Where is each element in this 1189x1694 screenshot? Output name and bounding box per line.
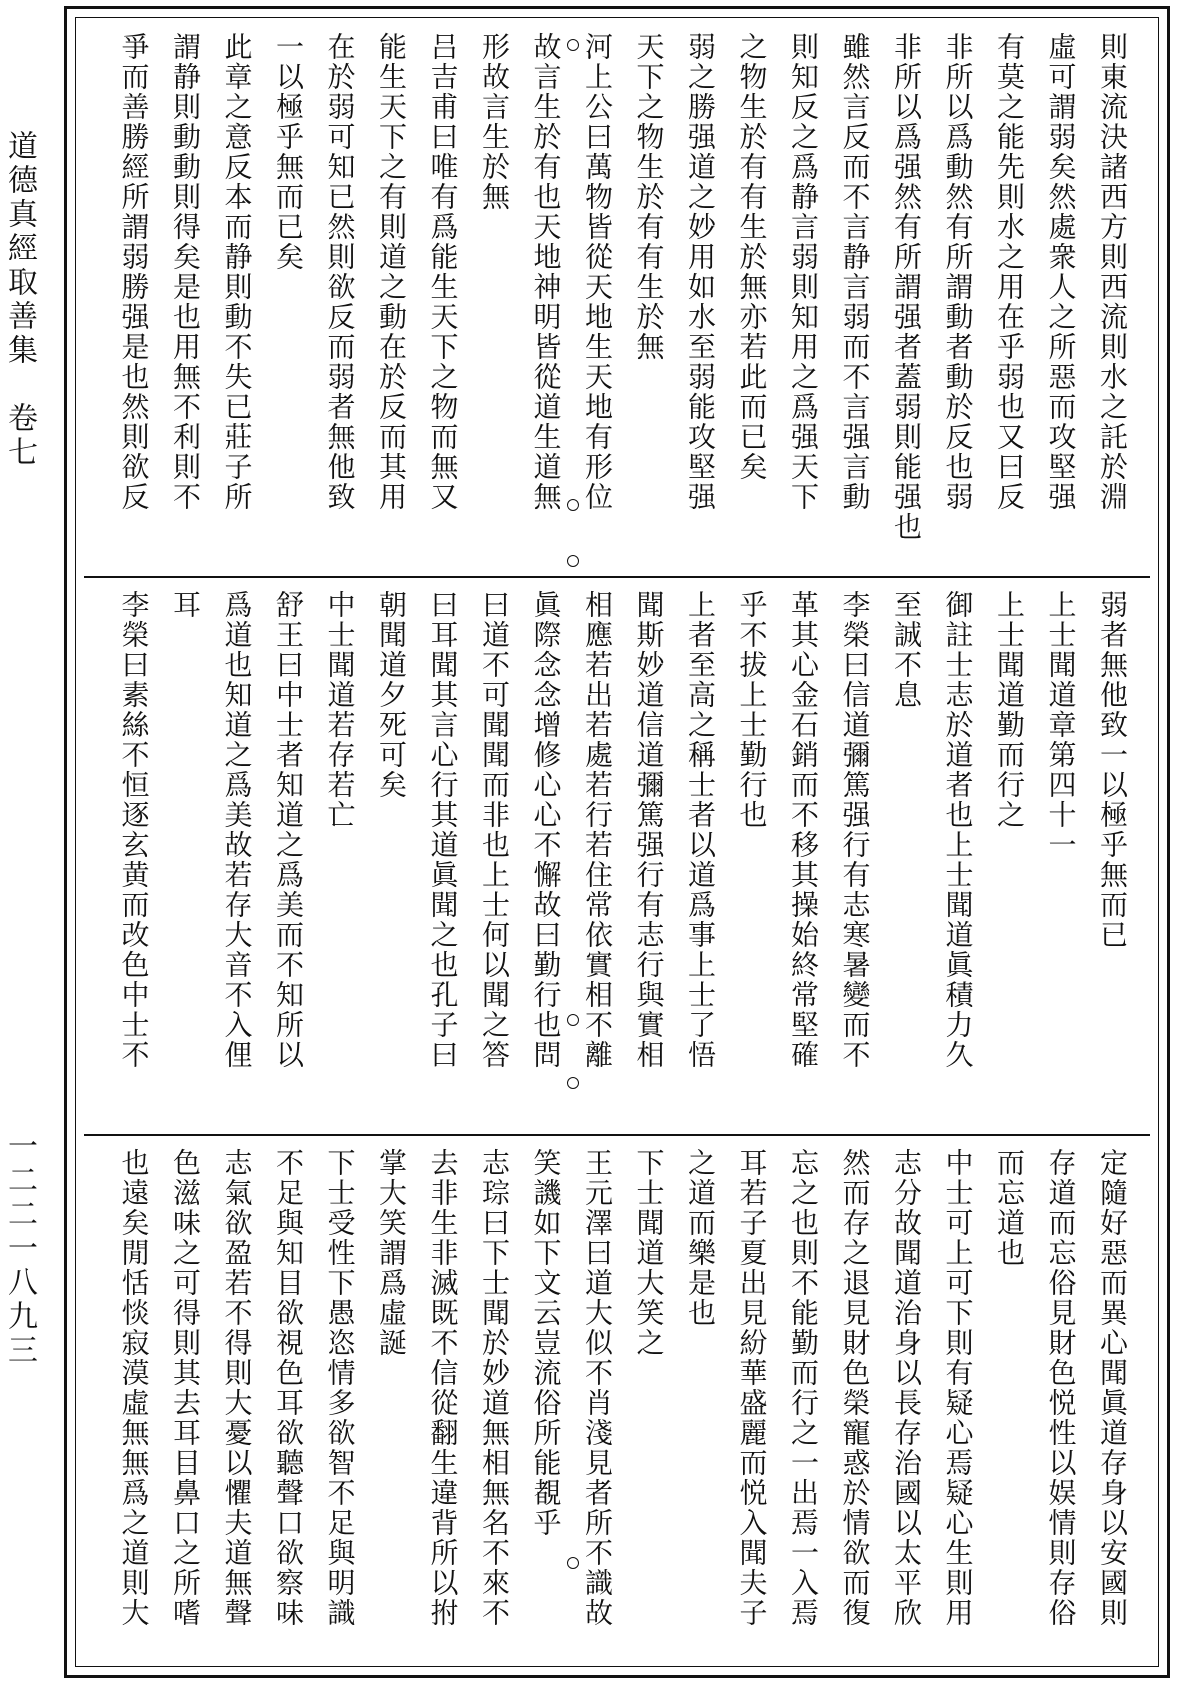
text-band-middle bbox=[76, 584, 1158, 1132]
punctuation-circle bbox=[567, 1014, 579, 1026]
page-frame-inner bbox=[75, 17, 1159, 1667]
text-column: 耳 bbox=[169, 590, 202, 620]
text-column: 李榮曰素絲不恒逐玄黄而改色中士不 bbox=[117, 590, 151, 1070]
text-column: 有莫之能先則水之用在乎弱也又曰反 bbox=[993, 32, 1026, 512]
text-column: 天下之物生於有有生於無 bbox=[632, 32, 666, 362]
text-column: 此章之意反本而静則動不失已莊子所 bbox=[220, 32, 254, 512]
text-column: 志氣欲盈若不得則大憂以懼夫道無聲 bbox=[220, 1148, 254, 1628]
text-column: 耳若子夏出見紛華盛麗而悦入聞夫子 bbox=[735, 1148, 769, 1628]
text-column: 故言生於有也天地神明皆從道生道無 bbox=[529, 32, 563, 512]
text-column: 虛可謂弱矣然處衆人之所惡而攻堅强 bbox=[1044, 32, 1078, 512]
text-column: 則知反之爲静言弱則知用之爲强天下 bbox=[787, 32, 820, 512]
text-column: 王元澤曰道大似不肖淺見者所不識故 bbox=[581, 1148, 614, 1628]
text-column: 也遠矣閒恬惔寂漠虛無無爲之道則大 bbox=[117, 1148, 151, 1628]
text-column: 掌大笑謂爲虛誕 bbox=[375, 1148, 408, 1358]
text-column: 弱者無他致一以極乎無而已 bbox=[1096, 590, 1129, 950]
text-column: 下士聞道大笑之 bbox=[632, 1148, 666, 1358]
text-column: 相應若出若處若行若住常依實相不離 bbox=[581, 590, 614, 1070]
text-column: 能生天下之有則道之動在於反而其用 bbox=[375, 32, 408, 512]
text-column: 中士可上可下則有疑心焉疑心生則用 bbox=[941, 1148, 975, 1628]
text-column: 志分故聞道治身以長存治國以太平欣 bbox=[890, 1148, 923, 1628]
text-column: 在於弱可知已然則欲反而弱者無他致 bbox=[323, 32, 357, 512]
punctuation-circle bbox=[567, 1557, 579, 1569]
text-column: 去非生非滅既不信從翻生違背所以拊 bbox=[426, 1148, 460, 1628]
text-column: 存道而忘俗見財色悦性以娱情則存俗 bbox=[1044, 1148, 1078, 1628]
text-column: 笑譏如下文云豈流俗所能覩乎 bbox=[529, 1148, 563, 1538]
text-column: 爲道也知道之爲美故若存大音不入俚 bbox=[220, 590, 254, 1070]
text-column: 曰道不可聞聞而非也上士何以聞之答 bbox=[478, 590, 511, 1070]
text-column: 下士受性下愚恣情多欲智不足與明識 bbox=[323, 1148, 357, 1628]
text-column: 一以極乎無而已矣 bbox=[272, 32, 305, 272]
side-page-number: 一二二一八九三 bbox=[2, 1130, 37, 1368]
text-column: 則東流決諸西方則西流則水之託於淵 bbox=[1096, 32, 1129, 512]
text-column: 曰耳聞其言心行其道眞聞之也孔子曰 bbox=[426, 590, 460, 1070]
text-column: 中士聞道若存若亡 bbox=[323, 590, 357, 830]
text-column: 河上公曰萬物皆從天地生天地有形位 bbox=[581, 32, 614, 512]
text-column: 非所以爲强然有所謂强者蓋弱則能强也 bbox=[890, 32, 923, 542]
text-column: 然而存之退見財色榮寵惑於情欲而復 bbox=[838, 1148, 872, 1628]
side-title: 道德真經取善集 卷七 bbox=[2, 130, 37, 470]
text-band-bottom bbox=[76, 1142, 1158, 1670]
page-frame bbox=[64, 6, 1170, 1678]
text-band-top bbox=[76, 26, 1158, 574]
punctuation-circle bbox=[567, 39, 579, 51]
text-column: 謂静則動動則得矣是也用無不利則不 bbox=[169, 32, 202, 512]
text-column: 聞斯妙道信道彌篤强行有志行與實相 bbox=[632, 590, 666, 1070]
punctuation-circle bbox=[567, 499, 579, 511]
text-column: 李榮曰信道彌篤强行有志寒暑變而不 bbox=[838, 590, 872, 1070]
text-column: 雖然言反而不言静言弱而不言强言動 bbox=[838, 32, 872, 512]
text-column: 而忘道也 bbox=[993, 1148, 1026, 1268]
punctuation-circle bbox=[567, 555, 579, 567]
text-column: 之道而樂是也 bbox=[684, 1148, 717, 1328]
text-column: 吕吉甫曰唯有爲能生天下之物而無又 bbox=[426, 32, 460, 512]
text-column: 上士聞道勤而行之 bbox=[993, 590, 1026, 830]
text-column: 上士聞道章第四十一 bbox=[1044, 590, 1078, 860]
text-column: 爭而善勝經所謂弱勝强是也然則欲反 bbox=[117, 32, 151, 512]
band-divider-1 bbox=[84, 576, 1150, 578]
text-column: 色滋味之可得則其去耳目鼻口之所嗜 bbox=[169, 1148, 202, 1628]
text-column: 乎不拔上士勤行也 bbox=[735, 590, 769, 830]
text-column: 志琮曰下士聞於妙道無相無名不來不 bbox=[478, 1148, 511, 1628]
text-column: 之物生於有有生於無亦若此而已矣 bbox=[735, 32, 769, 482]
text-column: 革其心金石銷而不移其操始終常堅確 bbox=[787, 590, 820, 1070]
text-column: 至誠不息 bbox=[890, 590, 923, 710]
band-divider-2 bbox=[84, 1134, 1150, 1136]
text-column: 弱之勝强道之妙用如水至弱能攻堅强 bbox=[684, 32, 717, 512]
text-column: 朝聞道夕死可矣 bbox=[375, 590, 408, 800]
text-column: 定隨好惡而異心聞眞道存身以安國則 bbox=[1096, 1148, 1129, 1628]
text-column: 非所以爲動然有所謂動者動於反也弱 bbox=[941, 32, 975, 512]
text-column: 御註士志於道者也上士聞道眞積力久 bbox=[941, 590, 975, 1070]
text-column: 形故言生於無 bbox=[478, 32, 511, 212]
text-column: 不足與知目欲視色耳欲聽聲口欲察味 bbox=[272, 1148, 305, 1628]
punctuation-circle bbox=[567, 1077, 579, 1089]
text-column: 忘之也則不能勤而行之一出焉一入焉 bbox=[787, 1148, 820, 1628]
text-column: 舒王曰中士者知道之爲美而不知所以 bbox=[272, 590, 305, 1070]
text-column: 眞際念念增修心心不懈故曰勤行也問 bbox=[529, 590, 563, 1070]
text-column: 上者至高之稱士者以道爲事上士了悟 bbox=[684, 590, 717, 1070]
